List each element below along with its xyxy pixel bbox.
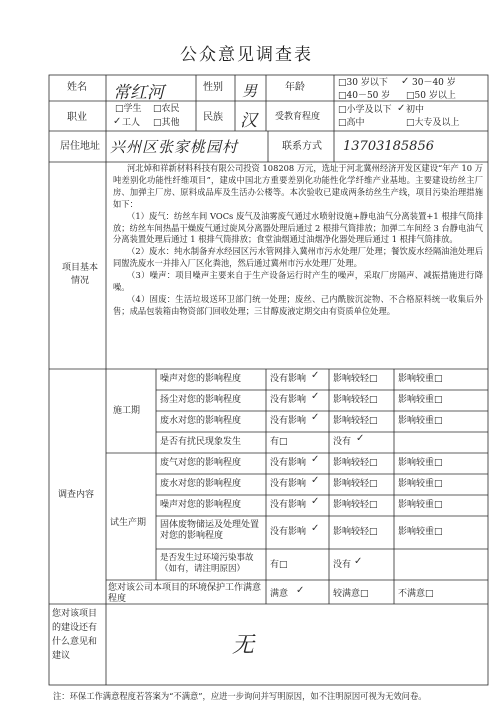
construction-option[interactable]: 没有 [333, 437, 352, 447]
occupation-option-4[interactable]: □其他 [153, 118, 180, 128]
trial-option[interactable]: 影响较轻□ [333, 479, 378, 489]
suggestion-value: 无 [232, 633, 255, 658]
trial-option[interactable]: 没有影响 [270, 500, 307, 510]
trial-option[interactable]: 影响较重□ [398, 458, 443, 468]
overall-label: 您对该公司本项目的环境保护工作满意程度 [108, 583, 262, 604]
project-info-label: 项目基本情况 [61, 263, 98, 286]
check-mark-icon: ✓ [311, 412, 320, 423]
address-label: 居住地址 [60, 141, 100, 152]
construction-option[interactable]: 没有影响 [270, 416, 307, 426]
construction-option[interactable]: 影响较轻□ [333, 416, 378, 426]
ethnicity-value: 汉 [240, 111, 257, 131]
project-description [113, 163, 483, 318]
check-mark-icon: ✓ [311, 523, 320, 534]
project-paragraph: （3）噪声：项目噪声主要来自于生产设备运行时产生的噪声，采取厂房隔声、减振措施进行降噪。 [113, 270, 483, 293]
footnote: 注：环保工作满意程度若答案为“不满意”，应进一步询问并写明原因，如不注明原因可视为无效问卷。 [53, 691, 427, 701]
ethnicity-label: 民族 [203, 112, 223, 123]
trial-option[interactable]: 影响较轻□ [333, 458, 378, 468]
name-label: 姓名 [67, 82, 87, 93]
overall-option[interactable]: 满意 [270, 589, 289, 599]
trial-option[interactable]: 有□ [270, 560, 288, 570]
occupation-label: 职业 [67, 112, 87, 123]
page-title: 公众意见调查表 [180, 45, 313, 65]
education-label: 受教育程度 [275, 112, 321, 122]
trial-option[interactable]: 没有影响 [270, 458, 307, 468]
occupation-option-2[interactable]: □农民 [153, 104, 180, 114]
construction-option[interactable]: 没有影响 [270, 374, 307, 384]
education-option-2[interactable]: 初中 [406, 105, 425, 115]
project-paragraph: （2）废水：纯水制备弃水经园区污水管网排入冀州市污水处理厂处理；餐饮废水经隔油池处理后同盥洗废水一并排入厂区化粪池，然后通过冀州市污水处理厂处理。 [113, 246, 483, 269]
trial-item: 噪声对您的影响程度 [160, 500, 242, 510]
trial-item: 是否发生过环境污染事故（如有，请注明原因） [160, 553, 254, 574]
project-paragraph: 河北焯和祥新材料科技有限公司投资 108208 万元，选址于河北冀州经济开发区建设“年产 10 万吨差别化功能性纤维项目”，建成中国北方重要差别化功能性化学纤维产业基地。主要建设纺丝主厂房、加弹主厂房、原料成品库及生活办公楼等。本次验收已建成两条纺丝生产线，项目污染治理措施如下： [113, 163, 483, 209]
trial-item: 废气对您的影响程度 [160, 458, 242, 468]
contact-label: 联系方式 [282, 141, 322, 152]
gender-label: 性别 [203, 82, 223, 93]
phone-value: 13703185856 [343, 139, 434, 154]
check-mark-icon: ✓ [311, 475, 320, 486]
occupation-option-1[interactable]: □学生 [115, 104, 142, 114]
construction-option[interactable]: 没有影响 [270, 395, 307, 405]
occupation-check-mark-icon: ✓ [113, 116, 122, 127]
construction-label: 施工期 [113, 406, 141, 416]
construction-option[interactable]: 影响较轻□ [333, 395, 378, 405]
trial-option[interactable]: 没有 [333, 560, 352, 570]
construction-option[interactable]: 有□ [270, 437, 288, 447]
construction-option[interactable]: 影响较重□ [398, 416, 443, 426]
age-option-2[interactable]: 30－40 岁 [412, 78, 456, 88]
survey-content-label: 调查内容 [58, 490, 95, 500]
education-option-4[interactable]: □大专及以上 [406, 118, 460, 128]
trial-option[interactable]: 影响较重□ [398, 479, 443, 489]
age-option-1[interactable]: □30 岁以下 [338, 78, 388, 88]
project-paragraph: （1）废气：纺丝车间 VOCs 废气及油雾废气通过水喷射设施+静电油气分离装置+1 根排气筒排放；纺丝车间热晶干燥废气通过旋风分离器处理后通过 2 根排气筒排放；加弹二车间经 3 台静电油气分离装置处理后通过 1 根排气筒排放；食堂油烟通过油烟净化器处理后通过 1 根排气筒排放。 [113, 210, 483, 245]
check-mark-icon: ✓ [311, 391, 320, 402]
address-value: 兴州区张家桃园村 [110, 138, 239, 156]
check-mark-icon: ✓ [296, 585, 305, 596]
construction-option[interactable]: 影响较重□ [398, 395, 443, 405]
age-check-mark-icon: ✓ [401, 76, 410, 87]
overall-option[interactable]: 不满意□ [398, 589, 434, 599]
trial-option[interactable]: 影响较轻□ [333, 527, 378, 537]
education-check-mark-icon: ✓ [397, 103, 406, 114]
occupation-option-3[interactable]: 工人 [122, 118, 141, 128]
trial-label: 试生产期 [110, 518, 147, 528]
trial-option[interactable]: 影响较重□ [398, 500, 443, 510]
age-label: 年龄 [285, 82, 305, 93]
trial-option[interactable]: 没有影响 [270, 479, 307, 489]
trial-option[interactable]: 影响较轻□ [333, 500, 378, 510]
check-mark-icon: ✓ [311, 496, 320, 507]
trial-item: 固体废物储运及处理处置对您的影响程度 [160, 520, 260, 541]
suggestion-label: 您对该项目的建设还有什么意见和建议 [52, 609, 98, 661]
age-option-4[interactable]: □50 岁以上 [406, 91, 456, 101]
construction-option[interactable]: 影响较重□ [398, 374, 443, 384]
name-value: 常红河 [113, 83, 164, 103]
trial-option[interactable]: 影响较重□ [398, 527, 443, 537]
construction-item: 噪声对您的影响程度 [160, 374, 242, 384]
construction-option[interactable]: 影响较轻□ [333, 374, 378, 384]
check-mark-icon: ✓ [354, 556, 363, 567]
education-option-3[interactable]: □高中 [338, 118, 365, 128]
overall-option[interactable]: 较满意□ [333, 589, 369, 599]
check-mark-icon: ✓ [311, 370, 320, 381]
check-mark-icon: ✓ [356, 433, 365, 444]
gender-value: 男 [242, 82, 258, 100]
education-option-1[interactable]: □小学及以下 [338, 105, 392, 115]
check-mark-icon: ✓ [311, 454, 320, 465]
construction-item: 废水对您的影响程度 [160, 416, 242, 426]
construction-item: 扬尘对您的影响程度 [160, 395, 242, 405]
trial-option[interactable]: 没有影响 [270, 527, 307, 537]
construction-item: 是否有扰民现象发生 [160, 437, 242, 447]
trial-item: 废水对您的影响程度 [160, 479, 242, 489]
project-paragraph: （4）固废：生活垃圾送环卫部门统一处理；废丝、己内酰胺沉淀物、不合格原料统一收集后外售；成品包装箱由物资部门回收处理；三甘醇废液定期交由有资质单位处理。 [113, 293, 483, 316]
age-option-3[interactable]: □40－50 岁 [338, 91, 391, 101]
